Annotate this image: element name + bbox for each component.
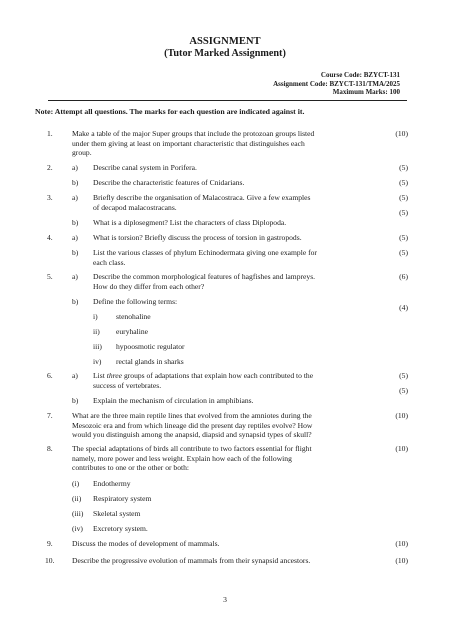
part-label: a) (72, 272, 78, 281)
term-text: rectal glands in sharks (116, 357, 184, 366)
marks: (10) (395, 129, 408, 138)
marks: (5) (399, 193, 408, 202)
marks: (10) (395, 556, 408, 565)
question-text: The special adaptations of birds all contribute to two factors essential for flight (72, 444, 312, 453)
question-text: contributes to one or the other or both: (72, 463, 190, 472)
page-subtitle: (Tutor Marked Assignment) (164, 48, 286, 59)
question-number: 9. (47, 539, 53, 548)
item-text: Excretory system. (93, 524, 148, 533)
marks: (10) (395, 444, 408, 453)
question-number: 2. (47, 163, 53, 172)
page-number: 3 (223, 595, 227, 604)
question-text: Describe the characteristic features of Cnidarians. (93, 178, 245, 187)
term-label: iii) (93, 342, 102, 351)
question-text: Define the following terms: (93, 297, 178, 306)
item-text: Respiratory system (93, 494, 152, 503)
question-text: Briefly describe the organisation of Malacostraca. Give a few examples (93, 193, 311, 202)
course-code: Course Code: BZYCT-131 (320, 71, 400, 79)
question-text: List three groups of adaptations that explain how each contributed to the (93, 371, 314, 380)
question-text: Discuss the modes of development of mammals. (72, 539, 220, 548)
assignment-code: Assignment Code: BZYCT-131/TMA/2025 (273, 79, 400, 88)
marks: (5) (399, 248, 408, 257)
term-text: euryhaline (116, 327, 149, 336)
question-number: 6. (47, 371, 53, 380)
question-text: Mesozoic era and from which lineage did the present day reptiles evolve? How (72, 420, 313, 430)
question-text: Describe the progressive evolution of mammals from their synapsid ancestors. (72, 556, 311, 565)
marks: (5) (399, 178, 408, 187)
question-text: would you distinguish among the anapsid, diapsid and synapsid types of skull? (72, 430, 312, 439)
part-label: a) (72, 233, 78, 242)
question-number: 5. (47, 272, 53, 281)
question-text: under them giving at least on important characteristic that distinguishes each (72, 138, 305, 148)
marks: (10) (395, 411, 408, 420)
question-text: success of vertebrates. (93, 380, 162, 390)
question-number: 8. (47, 444, 53, 453)
item-text: Endothermy (93, 479, 131, 488)
part-label: b) (72, 248, 79, 257)
term-text: hypoosmotic regulator (116, 342, 185, 351)
question-text: group. (72, 148, 92, 157)
instruction-note: Note: Attempt all questions. The marks for each question are indicated against it. (35, 107, 305, 116)
part-label: b) (72, 297, 79, 306)
part-label: b) (72, 218, 79, 227)
question-number: 4. (47, 233, 53, 242)
part-label: a) (72, 371, 78, 380)
question-text: How do they differ from each other? (93, 281, 205, 291)
item-label: (iii) (72, 509, 84, 518)
question-number: 1. (47, 129, 53, 138)
question-number: 10. (45, 556, 55, 565)
part-label: b) (72, 178, 79, 187)
term-text: stenohaline (116, 312, 151, 321)
part-label: a) (72, 193, 78, 202)
marks: (5) (399, 208, 408, 217)
marks: (5) (399, 163, 408, 172)
item-label: (iv) (72, 524, 83, 533)
question-text: List the various classes of phylum Echinodermata giving one example for (93, 248, 317, 257)
term-label: ii) (93, 327, 100, 336)
question-text: Make a table of the major Super groups that include the protozoan groups listed (72, 129, 315, 138)
part-label: a) (72, 163, 78, 172)
marks: (4) (399, 303, 408, 312)
part-label: b) (72, 396, 79, 405)
page-title: ASSIGNMENT (189, 36, 261, 47)
question-text: Describe canal system in Porifera. (93, 163, 197, 172)
item-label: (i) (72, 479, 80, 488)
question-number: 7. (47, 411, 53, 420)
question-number: 3. (47, 193, 53, 202)
question-text: What are the three main reptile lines that evolved from the amniotes during the (72, 411, 312, 420)
marks: (5) (399, 233, 408, 242)
question-text: What is torsion? Briefly discuss the process of torsion in gastropods. (93, 233, 302, 242)
header-divider (48, 100, 407, 101)
marks: (10) (395, 539, 408, 548)
term-label: i) (93, 312, 98, 321)
question-text: of decapod malacostracans. (93, 202, 177, 212)
item-label: (ii) (72, 494, 82, 503)
marks: (6) (399, 272, 408, 281)
marks: (5) (399, 386, 408, 395)
question-text: What is a diplosegment? List the characters of class Diplopoda. (93, 218, 287, 227)
question-text: Describe the common morphological features of hagfishes and lampreys. (93, 272, 316, 281)
question-text: namely, more power and less weight. Explain how each of the following (72, 453, 292, 463)
item-text: Skeletal system (93, 509, 141, 518)
emphasis-three: three (106, 371, 123, 380)
maximum-marks: Maximum Marks: 100 (332, 88, 400, 97)
question-text: Explain the mechanism of circulation in amphibians. (93, 396, 254, 405)
marks: (5) (399, 371, 408, 380)
term-label: iv) (93, 357, 102, 366)
question-text: each class. (93, 257, 126, 267)
course-info (273, 71, 400, 97)
